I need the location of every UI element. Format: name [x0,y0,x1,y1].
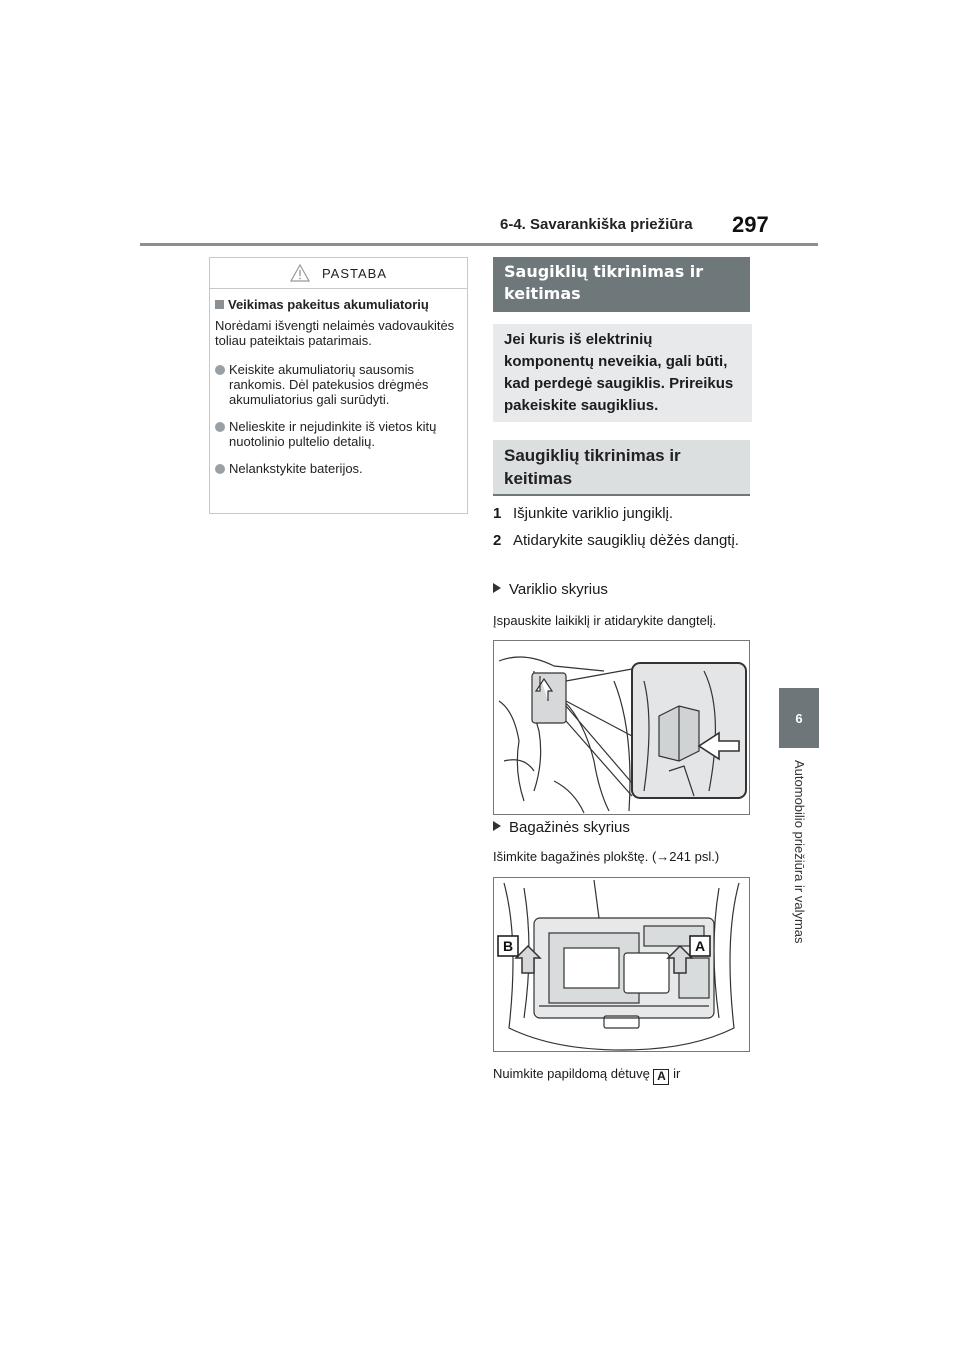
notice-bullet [215,461,462,476]
arrow-bullet-icon [493,821,501,831]
engine-compartment-label: Variklio skyrius [509,581,608,598]
notice-subheading-text: Veikimas pakeitus akumuliatorių [228,297,429,312]
warning-triangle-icon [290,264,310,282]
notice-body [210,289,467,476]
step-text: Išjunkite variklio jungiklį. [513,505,674,522]
square-bullet-icon [215,300,224,309]
bullet-dot-icon [215,365,225,375]
trunk-compartment-label: Bagažinės skyrius [509,819,630,836]
trunk-instruction: Išimkite bagažinės plokštę. (→241 psl.) [493,849,720,864]
subsection-heading: Saugiklių tikrinimas ir keitimas [493,440,750,496]
trunk-illustration [494,878,749,1051]
engine-fuse-box-illustration [494,641,749,814]
section-heading: Saugiklių tikrinimas ir keitimas [493,257,750,312]
step-2 [493,530,743,552]
step-number: 2 [493,532,502,549]
chapter-title: Automobilio priežiūra ir valymas [792,760,807,944]
engine-fuse-box-figure [493,640,750,815]
chapter-title-vertical [780,760,818,970]
section-summary: Jei kuris iš elektrinių komponentų neveikia, gali būti, kad perdegė saugiklis. Prireikus pakeiskite saugiklius. [493,324,752,422]
notice-bullet [215,419,462,449]
arrow-bullet-icon [493,583,501,593]
notice-label: PASTABA [321,265,388,281]
inline-label-a: A [653,1069,669,1085]
engine-instruction: Įspauskite laikiklį ir atidarykite dangtelį. [493,613,717,628]
final-instruction [493,1066,680,1085]
section-title: 6-4. Savarankiška priežiūra [500,216,693,233]
notice-bullet-text: Keiskite akumuliatorių sausomis rankomis. Dėl patekusios drėgmės akumuliatorius gali surūdyti. [229,362,429,407]
trunk-compartment-item [493,819,630,836]
notice-bullet [215,362,462,407]
trunk-fuse-box-figure [493,877,750,1052]
bullet-dot-icon [215,422,225,432]
notice-bullet-text: Nelieskite ir nejudinkite iš vietos kitų nuotolinio pultelio detalių. [229,419,437,449]
step-number: 1 [493,505,502,522]
notice-bullet-text: Nelankstykite baterijos. [229,461,363,476]
step-1 [493,503,673,525]
page-number: 297 [732,212,769,237]
notice-intro: Norėdami išvengti nelaimės vadovaukitės toliau pateiktais patarimais. [215,318,455,348]
final-instruction-suffix: ir [673,1066,681,1081]
final-instruction-text: Nuimkite papildomą dėtuvę [493,1066,650,1081]
notice-header [210,258,467,289]
label-a: A [694,938,706,954]
bullet-dot-icon [215,464,225,474]
chapter-tab: 6 [779,688,819,748]
label-b: B [502,938,514,954]
notice-box [209,257,468,514]
step-text: Atidarykite saugiklių dėžės dangtį. [513,532,739,549]
engine-compartment-item [493,581,608,598]
header-divider [140,243,818,246]
notice-subheading [215,297,462,312]
